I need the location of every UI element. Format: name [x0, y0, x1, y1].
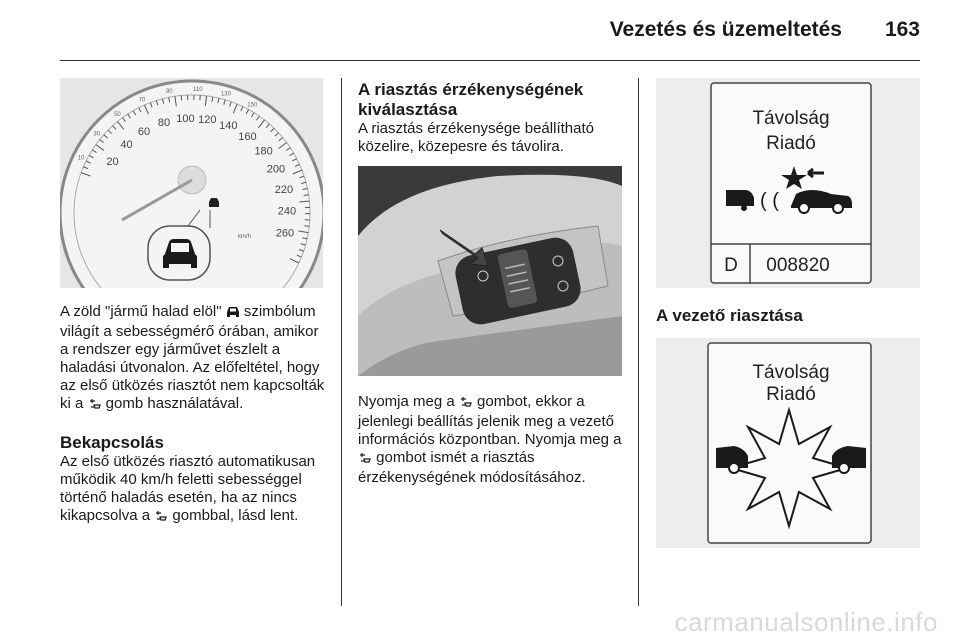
collision-alert-button-icon — [459, 395, 473, 413]
speedometer-tick-label: 140 — [219, 120, 238, 133]
right-column-heading — [656, 306, 920, 326]
speedometer-outer-label: 30 — [93, 131, 101, 138]
display2-line1: Távolság — [752, 362, 830, 383]
steering-wheel-illustration — [358, 166, 622, 376]
speedometer-tick-label: 80 — [157, 117, 171, 130]
speedometer-tick-label: 180 — [254, 145, 273, 158]
middle-column-text-bottom — [358, 393, 628, 487]
speedometer-illustration — [60, 78, 323, 288]
heading-driver-alert: A vezető riasztása — [656, 306, 803, 325]
middle-column-text-top — [358, 80, 628, 156]
display-code-value: 008820 — [766, 255, 830, 276]
vehicle-ahead-icon — [226, 305, 240, 323]
text: A zöld "jármű halad elöl" — [60, 303, 226, 320]
speedometer-tick-label: 220 — [274, 183, 294, 196]
display-line1: Távolság — [752, 108, 830, 129]
text: szimbólum világít a sebességmérő órában, amikor a rendszer egy járművet észlelt a haladási útvonalon. Az előfeltétel, hogy az első ütközés riasztót nem kapcsolták ki a — [60, 303, 325, 412]
wave-icon: ( ( — [760, 190, 779, 212]
paragraph-activation — [60, 453, 330, 527]
speedometer-tick-label: 120 — [198, 114, 217, 127]
collision-alert-button-icon — [358, 451, 372, 469]
header-title: Vezetés és üzemeltetés — [609, 18, 842, 41]
watermark: carmanualsonline.info — [674, 607, 938, 637]
paragraph-indicator — [60, 303, 330, 415]
speedometer-outer-label: 90 — [165, 89, 173, 96]
speedometer-tick-label: 100 — [176, 113, 195, 126]
speedometer-outer-label: 130 — [220, 91, 231, 98]
paragraph-sensitivity: A riasztás érzékenysége beállítható közelire, közepesre és távolira. — [358, 120, 594, 155]
speedometer-tick-label: 200 — [266, 163, 286, 176]
page-number: 163 — [884, 18, 920, 41]
speedometer-outer-label: 50 — [114, 111, 121, 118]
left-column-text — [60, 303, 330, 527]
heading-sensitivity: A riasztás érzékenységének kiválasztása — [358, 80, 584, 119]
speedometer-outer-label: 150 — [247, 102, 258, 109]
paragraph-press-button — [358, 393, 628, 487]
speedometer-tick-label: 260 — [275, 227, 295, 240]
text: gombbal, lásd lent. — [168, 507, 299, 524]
speedometer-outer-label: 110 — [193, 87, 203, 94]
speed-unit: km/h — [238, 234, 252, 240]
speedometer-tick-label: 20 — [106, 155, 119, 168]
heading-activation: Bekapcsolás — [60, 433, 164, 452]
display-line2: Riadó — [766, 133, 816, 154]
speedometer-tick-label: 240 — [277, 205, 297, 218]
collision-alert-button-icon — [154, 509, 168, 527]
text: gombot, ekkor a jelenlegi beállítás jelenik meg a vezető információs központban. Nyomja meg a — [358, 393, 622, 448]
text: gomb használatával. — [101, 395, 244, 412]
collision-alert-button-icon — [88, 397, 102, 415]
page-header — [60, 0, 920, 61]
column-divider-right — [638, 78, 639, 606]
text: Az első ütközés riasztó automatikusan működik 40 km/h feletti sebességgel történő haladás esetén, ha az nincs kikapcsolva a — [60, 453, 316, 524]
speedometer-outer-label: 70 — [138, 97, 146, 104]
column-divider-left — [341, 78, 342, 606]
text: gombot ismét a riasztás érzékenységének módosításához. — [358, 449, 586, 486]
text: Nyomja meg a — [358, 393, 459, 410]
speedometer-outer-label: 10 — [77, 155, 85, 162]
vehicle-ahead-icon — [209, 198, 219, 207]
collision-burst-icon — [731, 410, 847, 526]
display2-line2: Riadó — [766, 384, 816, 405]
speedometer-tick — [304, 226, 309, 227]
display-code-label: D — [724, 255, 738, 276]
speedometer-tick-label: 40 — [120, 139, 133, 152]
speedometer-tick-label: 60 — [137, 126, 151, 139]
speedometer-tick-label: 160 — [238, 130, 257, 143]
display-alert-illustration — [656, 338, 920, 548]
display-sensitivity-illustration — [656, 78, 920, 288]
